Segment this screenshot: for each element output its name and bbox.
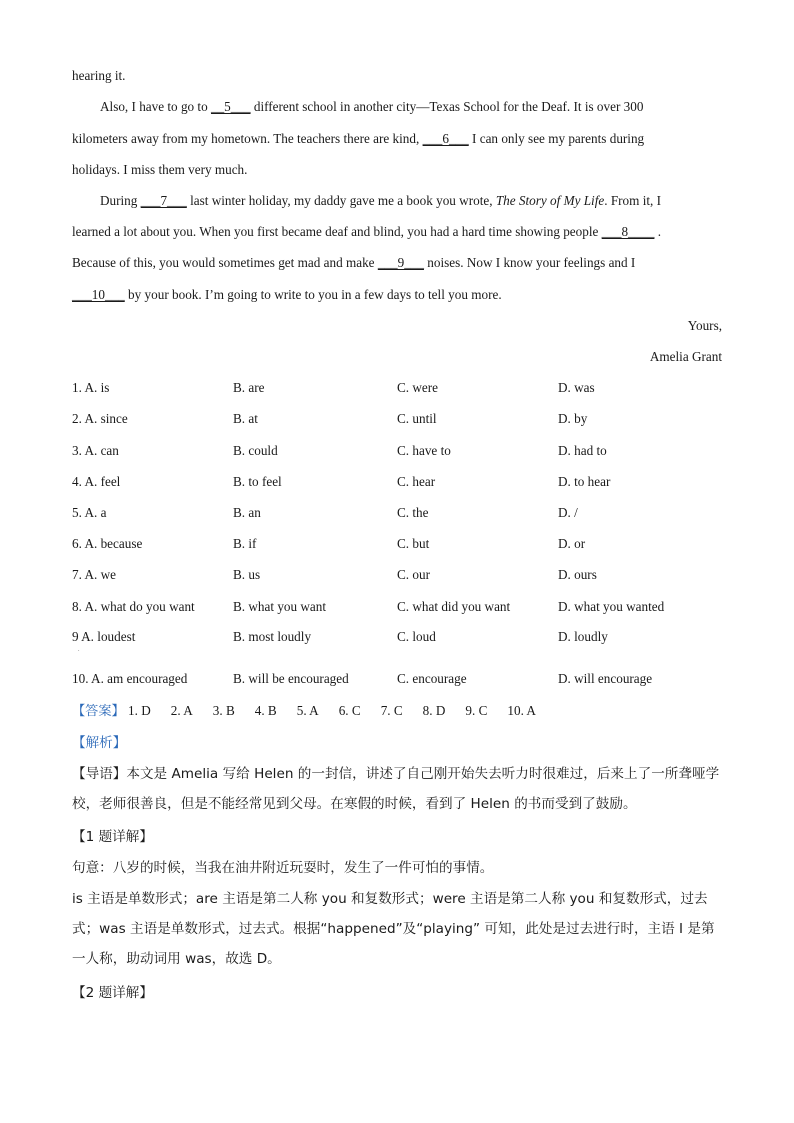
option-row xyxy=(72,566,722,584)
answer-row xyxy=(72,702,556,721)
option-b: B. will be encouraged xyxy=(233,671,349,686)
option-a: 10. A. am encouraged xyxy=(72,671,188,686)
option-c: C. have to xyxy=(397,443,451,458)
option-d: D. what you wanted xyxy=(558,599,665,614)
blank-10: ___10___ xyxy=(72,287,125,302)
option-c: C. what did you want xyxy=(397,599,511,614)
option-row xyxy=(72,598,722,616)
option-b: B. to feel xyxy=(233,474,282,489)
option-b: B. what you want xyxy=(233,599,327,614)
option-c: C. until xyxy=(397,411,437,426)
passage-text: kilometers away from my hometown. The teachers there are kind, xyxy=(72,131,423,146)
answer-label: 【答案】 xyxy=(72,704,125,719)
option-c: C. our xyxy=(397,567,430,582)
option-row xyxy=(72,442,722,460)
option-a: 6. A. because xyxy=(72,536,143,551)
blank-7: ___7___ xyxy=(140,193,187,208)
answer-item: 3. B xyxy=(212,703,235,718)
passage-line xyxy=(72,161,247,179)
blank-8: ___8____ xyxy=(601,224,655,239)
option-d: D. or xyxy=(558,536,586,551)
passage-line xyxy=(100,98,643,116)
answer-item: 8. D xyxy=(422,703,446,718)
answer-items xyxy=(128,703,556,718)
option-d: D. to hear xyxy=(558,474,611,489)
passage-line xyxy=(72,67,125,85)
passage-text: last winter holiday, my daddy gave me a book you wrote, xyxy=(186,193,496,208)
option-a: 1. A. is xyxy=(72,380,110,395)
option-a: 2. A. since xyxy=(72,411,128,426)
option-d: D. had to xyxy=(558,443,607,458)
option-row xyxy=(72,473,722,491)
blank-9: ___9___ xyxy=(377,255,424,270)
passage-line xyxy=(72,223,661,241)
answer-item: 10. A xyxy=(507,703,536,718)
answer-item: 1. D xyxy=(128,703,151,718)
answer-item: 7. C xyxy=(380,703,403,718)
passage-text: Because of this, you would sometimes get mad and make xyxy=(72,255,378,270)
analysis-heading xyxy=(72,728,722,758)
option-b: B. an xyxy=(233,505,261,520)
option-c: C. loud xyxy=(397,629,436,644)
book-title: The Story of My Life xyxy=(495,193,605,208)
option-a: 3. A. can xyxy=(72,443,119,458)
option-b: B. could xyxy=(233,443,278,458)
option-b: B. us xyxy=(233,567,261,582)
option-row xyxy=(72,670,722,688)
option-row xyxy=(72,410,722,428)
option-b: B. most loudly xyxy=(233,629,312,644)
passage-text: learned a lot about you. When you first became deaf and blind, you had a hard time showing people xyxy=(72,224,602,239)
passage-text: hearing it. xyxy=(72,68,126,83)
option-a: 4. A. feel xyxy=(72,474,121,489)
option-row xyxy=(72,535,722,553)
passage-text: noises. Now I know your feelings and I xyxy=(423,255,636,270)
passage-text: holidays. I miss them very much. xyxy=(72,162,248,177)
option-c: C. encourage xyxy=(397,671,467,686)
option-row xyxy=(72,628,722,646)
option-a: 9 A. loudest xyxy=(72,629,136,644)
option-d: D. loudly xyxy=(558,629,608,644)
blank-5: __5___ xyxy=(210,99,251,114)
option-d: D. was xyxy=(558,380,595,395)
blank-6: ___6___ xyxy=(422,131,469,146)
passage-text: . xyxy=(654,224,662,239)
passage-line xyxy=(72,130,644,148)
passage-line xyxy=(100,192,661,210)
answer-item: 5. A xyxy=(296,703,319,718)
answer-item: 4. B xyxy=(254,703,277,718)
answer-item: 6. C xyxy=(338,703,361,718)
option-c: C. hear xyxy=(397,474,436,489)
q1-sentence: 句意：八岁的时候，当我在油井附近玩耍时，发生了一件可怕的事情。 xyxy=(72,860,494,876)
option-b: B. are xyxy=(233,380,265,395)
option-b: B. if xyxy=(233,536,257,551)
option-c: C. were xyxy=(397,380,439,395)
option-a: 5. A. a xyxy=(72,505,107,520)
option-a: 7. A. we xyxy=(72,567,116,582)
passage-text: I can only see my parents during xyxy=(468,131,645,146)
passage-line xyxy=(72,286,502,304)
intro-text: 本文是 Amelia 写给 Helen 的一封信，讲述了自己刚开始失去听力时很难过，后来上了一所聋哑学校，老师很善良，但是不能经常见到父母。在寒假的时候，看到了 Helen 的书而受到了鼓励。 xyxy=(72,766,720,812)
letter-signature: Amelia Grant xyxy=(649,349,722,364)
option-d: D. by xyxy=(558,411,588,426)
passage-text: During xyxy=(100,193,141,208)
option-d: D. ours xyxy=(558,567,597,582)
option-row xyxy=(72,504,722,522)
stray-dot: . xyxy=(78,647,80,653)
option-d: D. / xyxy=(558,505,578,520)
passage-text: different school in another city—Texas School for the Deaf. It is over 300 xyxy=(250,99,644,114)
analysis-label: 【解析】 xyxy=(72,735,127,751)
q2-heading: 【2 题详解】 xyxy=(72,985,153,1001)
q1-heading: 【1 题详解】 xyxy=(72,829,153,845)
option-c: C. but xyxy=(397,536,430,551)
answer-item: 2. A xyxy=(170,703,193,718)
letter-closing: Yours, xyxy=(687,318,722,333)
passage-text: by your book. I’m going to write to you in a few days to tell you more. xyxy=(124,287,502,302)
passage-text: Also, I have to go to xyxy=(100,99,211,114)
option-b: B. at xyxy=(233,411,258,426)
answer-item: 9. C xyxy=(465,703,488,718)
option-row xyxy=(72,379,722,397)
passage-text: . From it, I xyxy=(604,193,662,208)
intro-paragraph xyxy=(72,759,722,819)
intro-label: 【导语】 xyxy=(72,766,127,782)
option-a: 8. A. what do you want xyxy=(72,599,195,614)
option-d: D. will encourage xyxy=(558,671,653,686)
option-c: C. the xyxy=(397,505,429,520)
passage-line xyxy=(72,254,635,272)
q1-detail: is 主语是单数形式；are 主语是第二人称 you 和复数形式；were 主语是第二人称 you 和复数形式，过去式；was 主语是单数形式，过去式。根据“happened”及“playing” 可知，此处是过去进行时，主语 I 是第一人称，助动词用 was，故选 D。 xyxy=(72,891,715,967)
